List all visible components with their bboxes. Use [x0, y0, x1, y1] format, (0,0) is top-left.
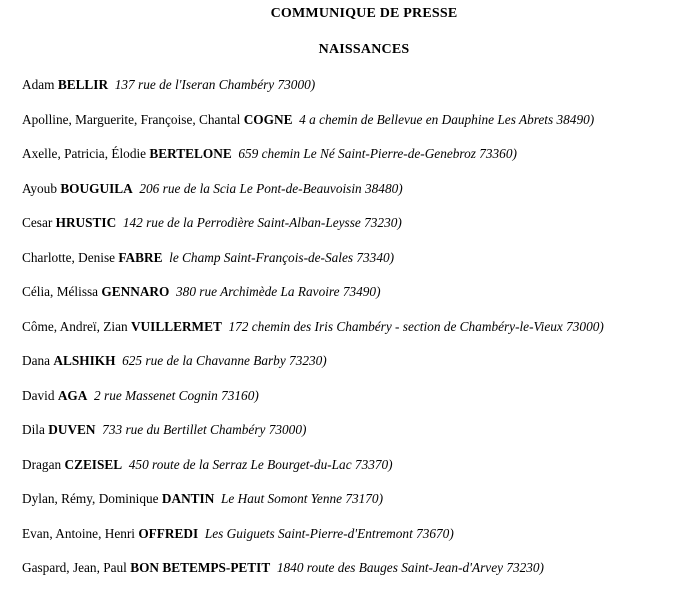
surname: COGNE: [243, 111, 293, 127]
given-names: Dylan, Rémy, Dominique: [22, 491, 159, 506]
surname: ALSHIKH: [53, 353, 116, 368]
address: Les Guiguets Saint-Pierre-d'Entremont 73670): [204, 525, 454, 541]
address: Le Haut Somont Yenne 73170): [220, 491, 384, 506]
surname: CZEISEL: [64, 456, 123, 472]
birth-entry: [22, 77, 697, 112]
address: 450 route de la Serraz Le Bourget-du-Lac 73370): [128, 456, 393, 472]
section-title: NAISSANCES: [318, 42, 410, 57]
given-names: Axelle, Patricia, Élodie: [22, 146, 147, 161]
given-names: Evan, Antoine, Henri: [22, 525, 135, 541]
address: 137 rue de l'Iseran Chambéry 73000): [114, 77, 316, 92]
birth-entry: [22, 491, 697, 526]
surname: DANTIN: [161, 491, 215, 506]
given-names: Célia, Mélissa: [22, 284, 99, 299]
birth-entry: [22, 112, 697, 147]
surname: VUILLERMET: [130, 318, 222, 334]
address: 1840 route des Bauges Saint-Jean-d'Arvey 73230): [276, 560, 544, 575]
birth-entry: [22, 353, 697, 388]
birth-entry: [22, 215, 697, 250]
surname: BERTELONE: [149, 146, 232, 161]
surname: GENNARO: [101, 284, 170, 299]
birth-entry: [22, 422, 697, 457]
surname: OFFREDI: [138, 525, 199, 541]
surname: HRUSTIC: [55, 215, 117, 230]
address: 659 chemin Le Né Saint-Pierre-de-Genebroz 73360): [238, 146, 517, 161]
address: 142 rue de la Perrodière Saint-Alban-Leysse 73230): [122, 215, 402, 230]
surname: BON BETEMPS-PETIT: [130, 560, 271, 575]
given-names: Cesar: [22, 215, 53, 230]
birth-entry: [22, 388, 697, 423]
given-names: Côme, Andreï, Zian: [22, 318, 128, 334]
address: le Champ Saint-François-de-Sales 73340): [169, 249, 395, 265]
surname: FABRE: [118, 249, 163, 265]
birth-entry: [22, 250, 697, 285]
address: 4 a chemin de Bellevue en Dauphine Les Abrets 38490): [299, 111, 595, 127]
birth-entry: [22, 146, 697, 181]
given-names: Apolline, Marguerite, Françoise, Chantal: [22, 111, 241, 127]
birth-entry: [22, 181, 697, 216]
address: 172 chemin des Iris Chambéry - section de Chambéry-le-Vieux 73000): [228, 318, 604, 334]
address: 2 rue Massenet Cognin 73160): [94, 387, 259, 403]
address: 625 rue de la Chavanne Barby 73230): [122, 353, 327, 368]
birth-entry: [22, 457, 697, 492]
address: 380 rue Archimède La Ravoire 73490): [176, 284, 381, 299]
birth-list: [22, 77, 697, 595]
given-names: David: [22, 387, 55, 403]
page-title: COMMUNIQUE DE PRESSE: [270, 6, 458, 21]
given-names: Dila: [22, 422, 45, 437]
birth-entry: [22, 526, 697, 561]
given-names: Ayoub: [22, 180, 57, 196]
given-names: Charlotte, Denise: [22, 249, 116, 265]
surname: AGA: [57, 387, 88, 403]
address: 733 rue du Bertillet Chambéry 73000): [102, 422, 307, 437]
birth-entry: [22, 284, 697, 319]
surname: BELLIR: [57, 77, 109, 92]
address: 206 rue de la Scia Le Pont-de-Beauvoisin 38480): [139, 180, 403, 196]
birth-entry: [22, 319, 697, 354]
surname: DUVEN: [48, 422, 96, 437]
birth-entry: [22, 560, 697, 595]
given-names: Dana: [22, 353, 51, 368]
surname: BOUGUILA: [60, 180, 133, 196]
given-names: Gaspard, Jean, Paul: [22, 560, 127, 575]
given-names: Dragan: [22, 456, 62, 472]
given-names: Adam: [22, 77, 55, 92]
